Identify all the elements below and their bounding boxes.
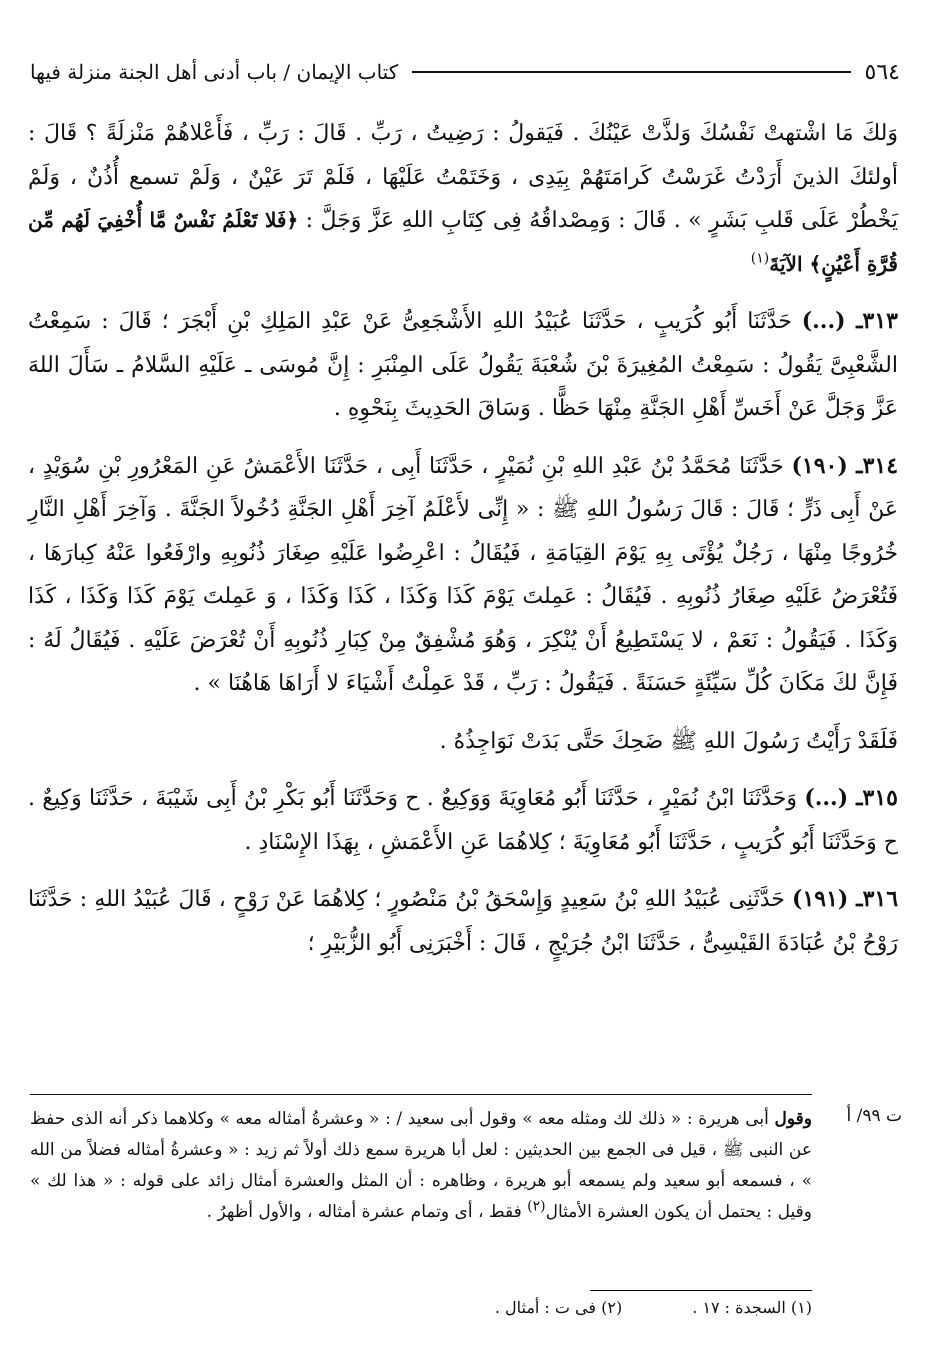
hadith-316-number: ٣١٦ـ (١٩١) bbox=[792, 886, 899, 912]
hadith-313-text: حَدَّثَنَا أَبُو كُرَيبٍ ، حَدَّثَنَا عُبَيْدُ اللهِ الأَشْجَعِىُّ عَنْ عَبْدِ المَلِكِ بْنِ أَبْجَرَ ؛ قَالَ : سَمِعْتُ الشَّعْبِىَّ يَقُولُ : سَمِعْتُ المُغِيرَةَ بْنَ شُعْبَةَ يَقُولُ عَلَى المِنْبَرِ : إِنَّ مُوسَى ـ عَلَيْهِ السَّلامُ ـ سَأَلَ اللهَ عَزَّ وَجَلَّ عَنْ أَخَسِّ أَهْلِ الجَنَّةِ مِنْهَا حَظًّا . وَسَاقَ الحَدِيثَ بِنَحْوِهِ . bbox=[28, 309, 898, 421]
manuscript-folio-marker: ت ٩٩/ أ bbox=[846, 1106, 902, 1126]
hadith-316 bbox=[28, 878, 898, 965]
footnotes bbox=[30, 1298, 812, 1317]
footnote-ref-1: (١) bbox=[750, 250, 770, 267]
footnote-ref-2: (٢) bbox=[527, 1198, 546, 1215]
commentary-text-1: أبى هريرة : « ذلك لك ومثله معه » وقول أبى سعيد / : « وعشرةُ أمثاله معه » وكلاهما ذكر أنه الذى حفظ عن النبى ﷺ ، قيل فى الجمع بين الحديثين : لعل أبا هريرة سمع ذلك أولاً ثم زيد : « وعشرةُ أمثاله فضلاً من الله » ، فسمعه أبو سعيد ولم يسمعه أبو هريرة ، وظاهره : أن المثل والعشرة أمثال زائد على قوله : « هذا لك » وقيل : يحتمل أن يكون العشرة الأمثال bbox=[30, 1109, 812, 1222]
header-rule bbox=[412, 71, 850, 73]
main-text bbox=[28, 112, 898, 965]
commentary-block bbox=[30, 1104, 812, 1228]
chapter-title: كتاب الإيمان / باب أدنى أهل الجنة منزلة فيها bbox=[30, 60, 399, 84]
hadith-315-text: وَحَدَّثَنَا ابْنُ نُمَيْرٍ ، حَدَّثَنَا أَبُو مُعَاوِيَةَ وَوَكِيعٌ . ح وَحَدَّثَنَا أَبُو بَكْرِ بْنُ أَبِى شَيْبَةَ ، حَدَّثَنَا وَكِيعٌ . ح وَحَدَّثَنَا أَبُو كُرَيبٍ ، حَدَّثَنَا أَبُو مُعَاوِيَةَ ؛ كِلاهُمَا عَنِ الأَعْمَشِ ، بِهَذَا الإِسْنَادِ . bbox=[28, 786, 898, 855]
footnotes-divider bbox=[590, 1290, 812, 1291]
quran-quote: ﴿فَلا تَعْلَمُ نَفْسٌ مَّا أُخْفِيَ لَهُم مِّن قُرَّةِ أَعْيُنٍ﴾ الآيَةَ bbox=[28, 208, 898, 276]
hadith-314-number: ٣١٤ـ (١٩٠) bbox=[791, 452, 899, 479]
footnote-2: (٢) فى ت : أمثال . bbox=[494, 1298, 623, 1317]
commentary-divider bbox=[30, 1094, 812, 1095]
hadith-315-number: ٣١٥ـ (...) bbox=[804, 785, 898, 811]
hadith-313-number: ٣١٣ـ (...) bbox=[801, 308, 898, 334]
page-number: ٥٦٤ bbox=[864, 59, 900, 85]
hadith-314 bbox=[28, 445, 898, 706]
hadith-314-text: حَدَّثَنَا مُحَمَّدُ بْنُ عَبْدِ اللهِ بْنِ نُمَيْرٍ ، حَدَّثَنَا أَبِى ، حَدَّثَنَا الأَعْمَشُ عَنِ المَعْرُورِ بْنِ سُوَيْدٍ ، عَنْ أَبِى ذَرٍّ ؛ قَالَ : قَالَ رَسُولُ اللهِ ﷺ : « إِنِّى لأَعْلَمُ آخِرَ أَهْلِ الجَنَّةِ دُخُولاً الجَنَّةَ . وَآخِرَ أَهْلِ النَّارِ خُرُوجًا مِنْهَا ، رَجُلٌ يُؤْتَى بِهِ يَوْمَ القِيَامَةِ ، فَيُقَالُ : اعْرِضُوا عَلَيْهِ صِغَارَ ذُنُوبِهِ وارْفَعُوا عَنْهُ كِبارَهَا ، فَتُعْرَضُ عَلَيْهِ صِغَارُ ذُنُوبِهِ . فَيُقَالُ : عَمِلتَ يَوْمَ كَذَا وَكَذَا ، كَذَا وَكَذَا ، وَ عَمِلتَ يَوْمَ كَذَا وَكَذَا ، كَذَا وَكَذَا . فَيَقُولُ : نَعَمْ ، لا يَسْتَطِيعُ أَنْ يُنْكِرَ ، وَهُوَ مُشْفِقٌ مِنْ كِبَارِ ذُنُوبِهِ أَنْ تُعْرَضَ عَلَيْهِ . فَيُقَالُ لَهُ : فَإِنَّ لكَ مَكَانَ كُلِّ سَيِّئَةٍ حَسَنَةً . فَيَقُولُ : رَبِّ ، قَدْ عَمِلْتُ أَشْيَاءَ لا أَرَاهَا هَاهُنَا » . bbox=[28, 453, 898, 696]
continuation-text: وَلكَ مَا اشْتهتْ نَفْسُكَ وَلذَّتْ عَيْنُكَ . فَيَقولُ : رَضِيتُ ، رَبِّ . قَالَ : رَبِّ ، فَأَعْلاهُمْ مَنْزلَةً ؟ قَالَ : أولئكَ الذينَ أَرَدْتُ غَرَسْتُ كَرامَتَهُمْ بِيَدِى ، وَخَتَمْتُ عَلَيْهَا ، فَلَمْ تَرَ عَيْنٌ ، وَلَمْ تسمع أُذُنٌ ، وَلَمْ يَخْطُرْ عَلَى قَلبِ بَشَرٍ » . قَالَ : وَمِصْداقُهُ فِى كِتَابِ اللهِ عَزَّ وَجَلَّ : bbox=[28, 121, 898, 233]
hadith-315 bbox=[28, 777, 898, 864]
hadith-314-closing: فَلَقَدْ رَأَيْتُ رَسُولَ اللهِ ﷺ ضَحِكَ حَتَّى بَدَتْ نَوَاجِذُهُ . bbox=[439, 728, 898, 754]
commentary-lead: وقول bbox=[774, 1109, 812, 1129]
commentary-text-2: فقط ، أى وتمام عشرة أمثاله ، والأول أظهرُ . bbox=[206, 1202, 522, 1222]
hadith-316-text: حَدَّثَنِى عُبَيْدُ اللهِ بْنُ سَعِيدٍ وَإِسْحَقُ بْنُ مَنْصُورٍ ؛ كِلاهُمَا عَنْ رَوْحٍ ، قَالَ عُبَيْدُ اللهِ : حَدَّثَنَا رَوْحُ بْنُ عُبَادَةَ القَيْسِىُّ ، حَدَّثَنَا ابْنُ جُرَيْجٍ ، قَالَ : أَخْبَرَنِى أَبُو الزُّبَيْرِ ؛ bbox=[28, 887, 898, 956]
continuation-paragraph bbox=[28, 112, 898, 286]
hadith-313 bbox=[28, 300, 898, 431]
running-header bbox=[30, 52, 900, 92]
footnote-1: (١) السجدة : ١٧ . bbox=[692, 1298, 812, 1317]
